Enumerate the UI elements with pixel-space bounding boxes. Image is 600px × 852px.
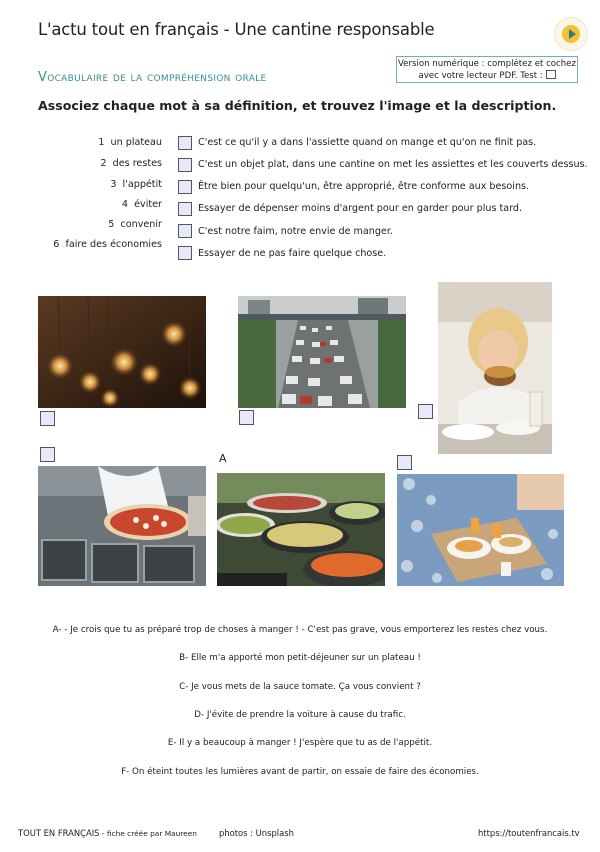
photo-answer-letter: A	[219, 452, 227, 465]
test-checkbox[interactable]	[546, 70, 556, 79]
footer-brand: TOUT EN FRANÇAIS - fiche créée par Maureen	[18, 828, 197, 838]
footer-url[interactable]: https://toutenfrancais.tv	[478, 828, 580, 838]
definition-answer-box[interactable]	[178, 224, 192, 238]
sentence-f: F- On éteint toutes les lumières avant de partir, on essaie de faire des économies.	[121, 767, 479, 777]
version-line-1: Version numérique : complétez et cochez	[397, 59, 577, 69]
photo-answer-box[interactable]	[239, 410, 254, 425]
woman-eating-burger-photo	[438, 282, 552, 454]
vocab-word: 3 l'appétit	[110, 179, 162, 190]
section-title: Vocabulaire de la compréhension orale	[38, 70, 267, 85]
sentence-b: B- Elle m'a apporté mon petit-déjeuner sur un plateau !	[179, 653, 421, 663]
vocab-word: 5 convenir	[108, 219, 162, 230]
definition-answer-box[interactable]	[178, 158, 192, 172]
version-line-2: avec votre lecteur PDF. Test :	[418, 70, 543, 81]
definition-answer-box[interactable]	[178, 136, 192, 150]
definition-text: C'est notre faim, notre envie de manger.	[198, 226, 393, 237]
sentence-e: E- Il y a beaucoup à manger ! J'espère que tu as de l'appétit.	[167, 738, 433, 748]
definition-text: C'est ce qu'il y a dans l'assiette quand on mange et qu'on ne finit pas.	[198, 137, 537, 148]
traffic-jam-photo	[238, 296, 406, 408]
definition-text: Essayer de dépenser moins d'argent pour en garder pour plus tard.	[198, 203, 523, 214]
instruction: Associez chaque mot à sa définition, et trouvez l'image et la description.	[38, 98, 557, 113]
play-logo-icon	[554, 17, 588, 51]
sentence-d: D- J'évite de prendre la voiture à cause du trafic.	[194, 710, 406, 720]
footer-photos: photos : Unsplash	[219, 828, 294, 838]
photo-answer-box[interactable]	[40, 447, 55, 462]
vocab-word: 4 éviter	[121, 199, 162, 210]
buffet-salads-photo	[217, 473, 385, 586]
photo-answer-box[interactable]	[40, 411, 55, 426]
hanging-light-bulbs-photo	[38, 296, 206, 408]
definition-answer-box[interactable]	[178, 246, 192, 260]
definition-answer-box[interactable]	[178, 180, 192, 194]
definition-text: C'est un objet plat, dans une cantine on met les assiettes et les couverts dessus.	[198, 159, 588, 170]
pizza-sauce-photo	[38, 466, 206, 586]
definition-text: Essayer de ne pas faire quelque chose.	[198, 248, 387, 259]
breakfast-tray-photo	[397, 474, 564, 586]
photo-answer-box[interactable]	[418, 404, 433, 419]
sentence-c: C- Je vous mets de la sauce tomate. Ça vous convient ?	[179, 682, 421, 692]
sentence-a: A- - Je crois que tu as préparé trop de choses à manger ! - C'est pas grave, vous emporterez les restes chez vous.	[52, 625, 548, 635]
version-box	[396, 56, 578, 83]
photo-answer-box[interactable]	[397, 455, 412, 470]
page-title: L'actu tout en français - Une cantine responsable	[38, 20, 435, 39]
vocab-word: 2 des restes	[100, 158, 162, 169]
definition-answer-box[interactable]	[178, 202, 192, 216]
vocab-word: 6 faire des économies	[53, 239, 162, 250]
definition-text: Être bien pour quelqu'un, être approprié, être conforme aux besoins.	[198, 181, 530, 192]
footer-credit: - fiche créée par Maureen	[99, 829, 197, 838]
vocab-word: 1 un plateau	[98, 137, 162, 148]
